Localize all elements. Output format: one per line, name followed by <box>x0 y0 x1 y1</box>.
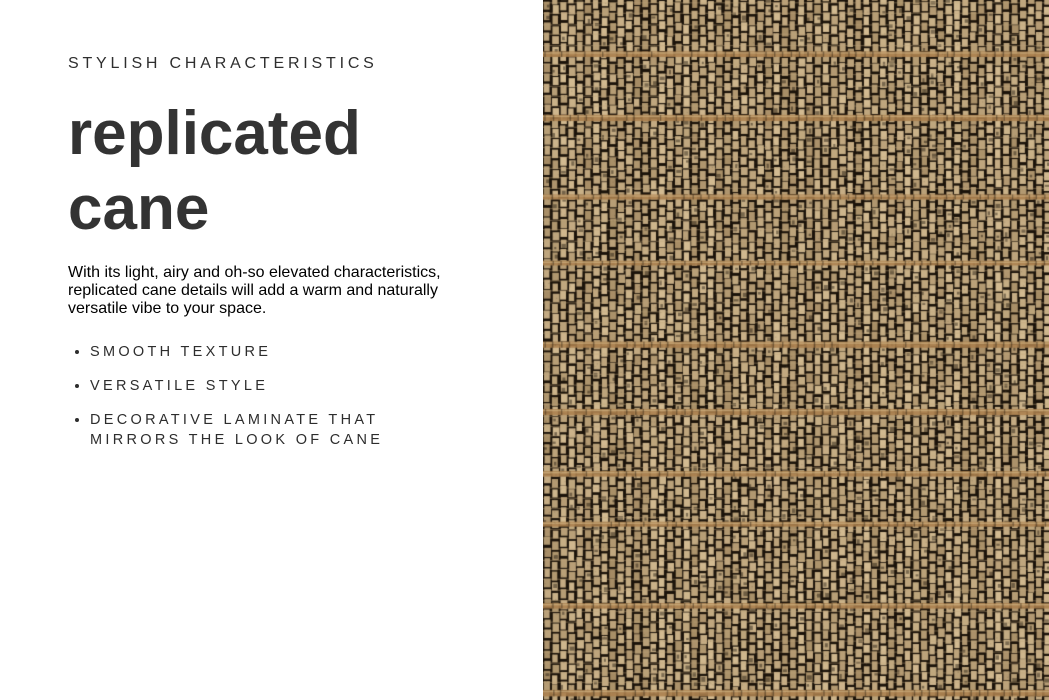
feature-item-decorative-laminate: • DECORATIVE LAMINATE THAT MIRRORS THE LOOK OF CANE <box>90 410 460 450</box>
paragraph-line-1: With its light, airy and oh-so elevated characteristics, <box>68 264 441 281</box>
paragraph-line-3: versatile vibe to your space. <box>68 300 267 317</box>
page-title <box>68 96 503 246</box>
paragraph-line-2: replicated cane details will add a warm and naturally <box>68 282 438 299</box>
replicated-cane-texture-image <box>543 0 1049 700</box>
texture-panel <box>543 0 1049 700</box>
title-line-2: cane <box>68 174 210 243</box>
feature-item-smooth-texture: • SMOOTH TEXTURE <box>90 342 460 362</box>
eyebrow-heading: STYLISH CHARACTERISTICS <box>68 55 378 72</box>
feature-item-versatile-style: • VERSATILE STYLE <box>90 376 460 396</box>
feature-list <box>68 342 503 450</box>
title-line-1: replicated <box>68 99 361 168</box>
